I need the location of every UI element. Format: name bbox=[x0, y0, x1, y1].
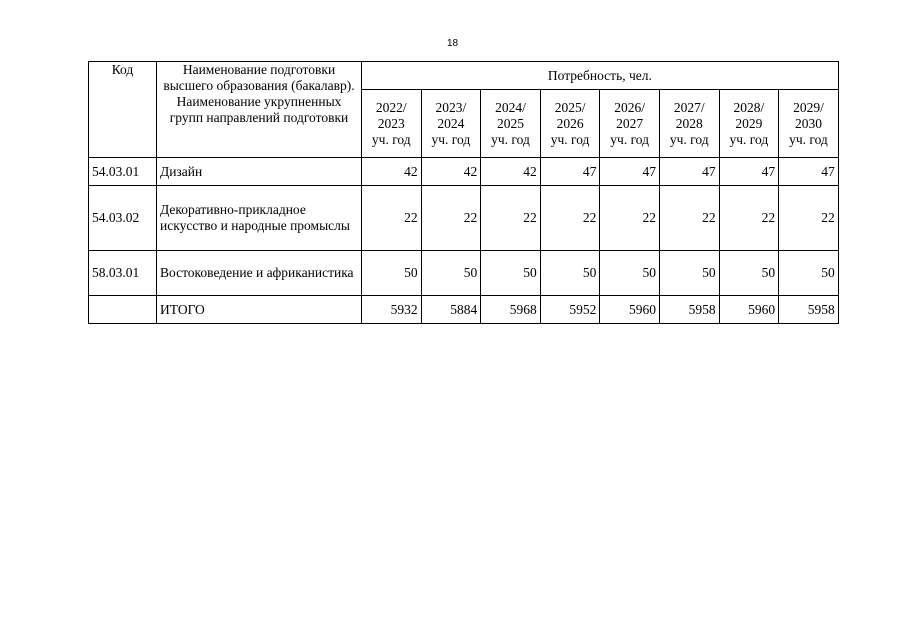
year-line1: 2025/ bbox=[554, 99, 586, 115]
row-value: 22 bbox=[600, 186, 660, 251]
row-value: 22 bbox=[362, 186, 422, 251]
year-line1: 2026/ bbox=[614, 99, 646, 115]
total-value: 5960 bbox=[600, 296, 660, 324]
row-value: 50 bbox=[362, 251, 422, 296]
row-value: 22 bbox=[481, 186, 541, 251]
needs-table bbox=[88, 61, 839, 324]
total-value: 5952 bbox=[540, 296, 600, 324]
row-value: 22 bbox=[719, 186, 779, 251]
total-row bbox=[89, 296, 839, 324]
row-value: 50 bbox=[481, 251, 541, 296]
row-value: 22 bbox=[779, 186, 839, 251]
table-row bbox=[89, 186, 839, 251]
year-line2: 2026 bbox=[556, 115, 584, 131]
row-value: 50 bbox=[719, 251, 779, 296]
year-line1: 2022/ bbox=[375, 99, 407, 115]
header-code: Код bbox=[89, 62, 157, 158]
row-value: 50 bbox=[659, 251, 719, 296]
total-value: 5932 bbox=[362, 296, 422, 324]
year-line2: 2030 bbox=[794, 115, 822, 131]
row-value: 47 bbox=[659, 158, 719, 186]
row-value: 50 bbox=[540, 251, 600, 296]
row-name: Дизайн bbox=[157, 158, 362, 186]
row-value: 22 bbox=[540, 186, 600, 251]
row-value: 22 bbox=[421, 186, 481, 251]
row-code: 54.03.01 bbox=[89, 158, 157, 186]
page-number: 18 bbox=[446, 38, 459, 49]
total-label: ИТОГО bbox=[157, 296, 362, 324]
year-line3: уч. год bbox=[610, 131, 650, 147]
table-row bbox=[89, 251, 839, 296]
year-line1: 2024/ bbox=[495, 99, 526, 115]
total-value: 5968 bbox=[481, 296, 541, 324]
year-line3: уч. год bbox=[550, 131, 590, 147]
year-line3: уч. год bbox=[729, 131, 769, 147]
year-line3: уч. год bbox=[669, 131, 709, 147]
row-value: 42 bbox=[421, 158, 481, 186]
total-value: 5958 bbox=[659, 296, 719, 324]
header-year bbox=[659, 90, 719, 158]
row-value: 50 bbox=[600, 251, 660, 296]
header-year bbox=[540, 90, 600, 158]
header-row-1 bbox=[89, 62, 839, 90]
year-line3: уч. год bbox=[491, 131, 530, 147]
year-line2: 2027 bbox=[616, 115, 644, 131]
total-code bbox=[89, 296, 157, 324]
row-value: 50 bbox=[779, 251, 839, 296]
year-line2: 2024 bbox=[437, 115, 465, 131]
row-code: 54.03.02 bbox=[89, 186, 157, 251]
row-value: 42 bbox=[362, 158, 422, 186]
header-year bbox=[779, 90, 839, 158]
row-value: 47 bbox=[540, 158, 600, 186]
year-line2: 2025 bbox=[496, 115, 524, 131]
total-value: 5960 bbox=[719, 296, 779, 324]
total-value: 5958 bbox=[779, 296, 839, 324]
year-line1: 2027/ bbox=[673, 99, 705, 115]
year-line3: уч. год bbox=[431, 131, 471, 147]
year-line1: 2028/ bbox=[733, 99, 765, 115]
year-line1: 2023/ bbox=[435, 99, 467, 115]
header-need: Потребность, чел. bbox=[362, 62, 839, 90]
total-value: 5884 bbox=[421, 296, 481, 324]
row-value: 47 bbox=[600, 158, 660, 186]
header-year bbox=[421, 90, 481, 158]
header-year bbox=[600, 90, 660, 158]
row-value: 50 bbox=[421, 251, 481, 296]
year-line3: уч. год bbox=[789, 131, 828, 147]
table-row bbox=[89, 158, 839, 186]
year-line2: 2028 bbox=[675, 115, 703, 131]
row-value: 47 bbox=[779, 158, 839, 186]
row-name: Декоративно-прикладное искусство и народные промыслы bbox=[157, 186, 362, 251]
year-line2: 2023 bbox=[377, 115, 405, 131]
row-name: Востоковедение и африканистика bbox=[157, 251, 362, 296]
header-year bbox=[362, 90, 422, 158]
year-line2: 2029 bbox=[735, 115, 763, 131]
row-value: 22 bbox=[659, 186, 719, 251]
row-value: 42 bbox=[481, 158, 541, 186]
row-code: 58.03.01 bbox=[89, 251, 157, 296]
header-name: Наименование подготовки высшего образования (бакалавр). Наименование укрупненных групп направлений подготовки bbox=[157, 62, 362, 158]
header-year bbox=[719, 90, 779, 158]
year-line3: уч. год bbox=[371, 131, 411, 147]
header-year bbox=[481, 90, 541, 158]
year-line1: 2029/ bbox=[793, 99, 824, 115]
row-value: 47 bbox=[719, 158, 779, 186]
